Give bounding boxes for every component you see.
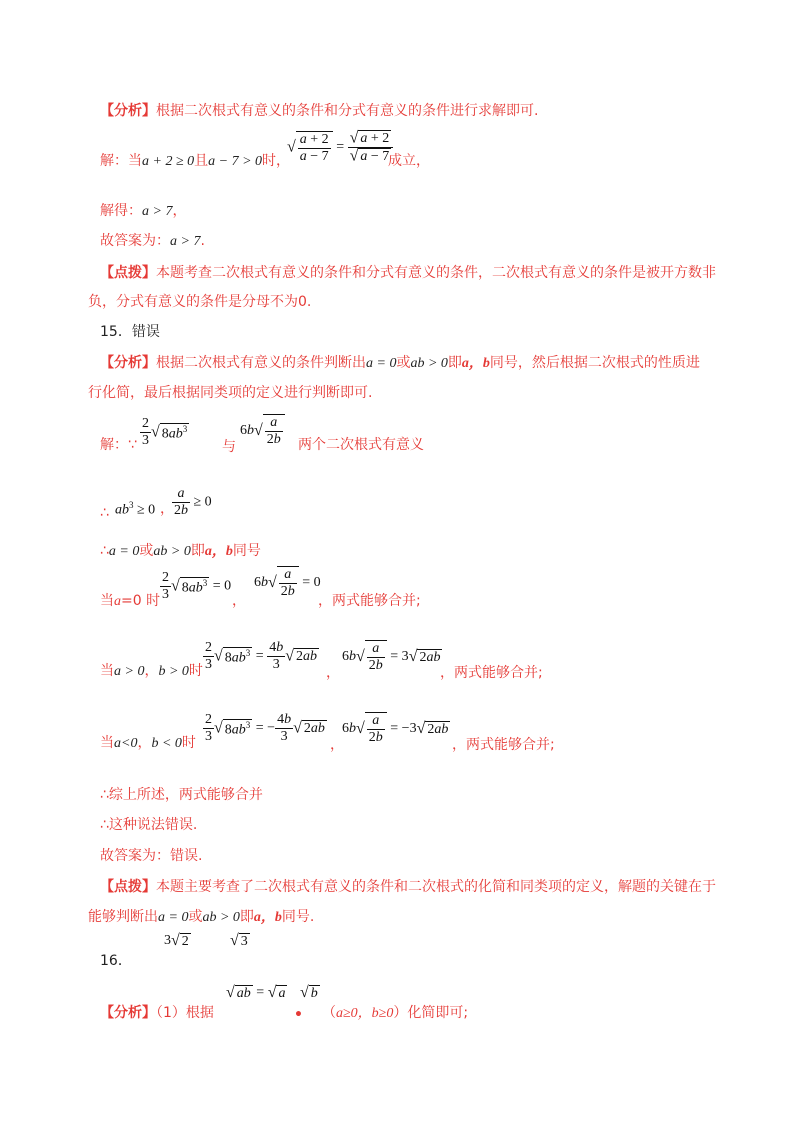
answer-16-2: √ 3 <box>230 932 248 949</box>
question-16-label: 16． <box>100 953 132 969</box>
expr-case2-eq1: $\frac{2}{3}$ √ $8ab^3$ = $\frac{4b}{3}$ √ 2ab <box>205 640 317 672</box>
solution-15-line-1 <box>100 434 137 456</box>
expr-6b-sqrt-a-2b: 6b√ $\frac{a}{2b}$ <box>240 414 285 448</box>
answer-line-15 <box>100 845 202 867</box>
expr-b-gt-0: b > 0 <box>158 664 189 679</box>
comma-wrap-3 <box>326 662 340 684</box>
holds-text <box>388 150 430 172</box>
comma: ， <box>160 501 174 517</box>
comma: ， <box>137 735 152 751</box>
expr-a-2b-ge-0: $\frac{a}{2b}$ ≥ 0 <box>174 486 212 518</box>
expr-a-eq-0: a = 0 <box>366 356 397 371</box>
tip-text: 本题主要考查了二次根式有意义的条件和二次根式的化简和同类项的定义，解题的关键在于 <box>156 879 716 895</box>
expr-case3-eq2: 6b√ $\frac{a}{2b}$ = −3√ 2ab <box>342 713 449 745</box>
meaningful-words: 两个二次根式有意义 <box>298 437 424 453</box>
analysis-text-cont: 同号，然后根据二次根式的性质进 <box>489 355 700 371</box>
radical-equation: √ $\frac{a + 2}{a - 7}$ = $\frac{√ a + 2}{√ a - 7}$ <box>287 130 393 165</box>
with-word-wrap <box>222 436 236 458</box>
solved-line <box>100 200 186 223</box>
tip-line-2 <box>88 291 311 313</box>
comma: ， <box>232 593 246 609</box>
answer-line-14 <box>100 230 205 253</box>
sqrt-b-expr: √ b <box>300 984 318 1001</box>
comma: ， <box>144 663 159 679</box>
expr-case1-eq2: 6b√ $\frac{a}{2b}$ = 0 <box>254 567 321 599</box>
product-rule-expr: √ ab = √ a <box>226 984 286 1001</box>
answer-16-1: 3√ 2 <box>164 932 189 949</box>
therefore-symbol: ∴ <box>100 543 109 559</box>
analysis-line-1 <box>100 100 538 122</box>
tip-line-1 <box>100 262 716 284</box>
can-merge: ，两式能够合并; <box>318 593 421 609</box>
comma: ， <box>172 203 187 219</box>
analysis-tag: 【分析】 <box>100 355 156 371</box>
paren-open: （ <box>322 1005 336 1021</box>
expr-case2-eq2: 6b√ $\frac{a}{2b}$ = 3√ 2ab <box>342 641 441 673</box>
solution-prefix: 解：当 <box>100 153 142 169</box>
simplify-text: ）化简即可; <box>393 1005 469 1021</box>
analysis-text-cont2: 行化简，最后根据同类项的定义进行判断即可. <box>88 385 373 401</box>
according-to: （1）根据 <box>156 1005 214 1021</box>
or-word: 或 <box>396 355 411 371</box>
time-word: 时 <box>188 663 203 679</box>
analysis-text: 根据二次根式有意义的条件判断出 <box>156 355 366 371</box>
analysis-tag: 【分析】 <box>100 103 156 119</box>
holds-word: 成立， <box>388 153 430 169</box>
expr-a-gt-0: a > 0 <box>114 664 145 679</box>
eq-zero-when: =0 时 <box>121 593 161 609</box>
var-a-b: a，b <box>204 544 233 559</box>
expr-case1-eq1: $\frac{2}{3}$ √ $8ab^3 = 0$ <box>162 570 232 602</box>
time-word: 时 <box>181 735 196 751</box>
expr-2-3-sqrt-8ab3: $\frac{2}{3}$ √ $8ab^3$ <box>142 416 188 448</box>
dot-wrap <box>294 1004 303 1026</box>
that-is-word: 即 <box>239 909 254 925</box>
analysis-15-line-2 <box>88 382 372 404</box>
tip-tag: 【点拨】 <box>100 879 156 895</box>
var-a: a <box>114 594 121 609</box>
condition-2: a − 7 > 0 <box>208 154 263 169</box>
and-word: 且 <box>194 153 209 169</box>
therefore-line-2 <box>100 540 261 563</box>
expr-ab-gt-0: ab > 0 <box>153 544 191 559</box>
therefore-line-1 <box>100 502 109 524</box>
analysis-15-line-1 <box>100 352 700 375</box>
multiply-dot: • <box>294 1007 303 1023</box>
analysis-text: 根据二次根式有意义的条件和分式有意义的条件进行求解即可. <box>156 103 539 119</box>
or-word: 或 <box>139 543 154 559</box>
when-word: 当 <box>100 663 114 679</box>
because-prefix: 解：∵ <box>100 437 137 453</box>
tip-text: 本题考查二次根式有意义的条件和分式有意义的条件，二次根式有意义的条件是被开方数非 <box>156 265 716 281</box>
var-a-b: a，b <box>461 356 490 371</box>
expr-a-eq-0: a = 0 <box>158 910 189 925</box>
same-sign-word: 同号 <box>232 543 261 559</box>
condition-16 <box>322 1002 468 1025</box>
analysis-16-line <box>100 1002 214 1024</box>
expr-ab3-ge-0: $ab^3 \ge 0$ <box>115 500 156 518</box>
merge-text-2 <box>440 662 543 684</box>
conclusion-text-1: ∴综上所述，两式能够合并 <box>100 787 263 803</box>
expr-ab-gt-0: ab > 0 <box>202 910 240 925</box>
meaningful-text <box>298 434 424 456</box>
therefore-symbol: ∴ <box>100 505 109 521</box>
comma: ， <box>326 665 340 681</box>
or-word: 或 <box>188 909 203 925</box>
merge-text-3 <box>452 734 555 756</box>
when-word: 当 <box>100 735 114 751</box>
expr-a-eq-0: a = 0 <box>108 544 140 559</box>
tip-tag: 【点拨】 <box>100 265 156 281</box>
same-sign-word: 同号. <box>281 909 315 925</box>
when-word: 时， <box>262 153 291 169</box>
solved-prefix: 解得： <box>100 203 142 219</box>
analysis-tag: 【分析】 <box>100 1005 156 1021</box>
nonneg-condition: a≥0，b≥0 <box>336 1006 394 1021</box>
expr-ab-gt-0: ab > 0 <box>410 356 448 371</box>
expr-case3-eq1: $\frac{2}{3}$ √ $8ab^3$ = − $\frac{4b}{3}$ √ 2ab <box>205 712 325 744</box>
tip-15-line-2 <box>88 906 314 929</box>
question-16-heading <box>100 950 132 972</box>
that-is-word: 即 <box>190 543 205 559</box>
conclusion-2 <box>100 814 197 836</box>
tip-text-cont: 能够判断出 <box>88 909 158 925</box>
with-word: 与 <box>222 439 236 455</box>
can-merge: ，两式能够合并; <box>440 665 543 681</box>
question-15-heading <box>100 321 160 343</box>
case-positive <box>100 660 203 683</box>
period: . <box>200 233 205 249</box>
solution-line-1 <box>100 150 290 173</box>
conclusion-text-2: ∴这种说法错误. <box>100 817 198 833</box>
comma: ， <box>330 737 344 753</box>
question-15-label: 15．错误 <box>100 324 160 340</box>
condition-1: a + 2 ≥ 0 <box>142 154 195 169</box>
tip-text-cont: 负，分式有意义的条件是分母不为0. <box>88 294 312 310</box>
case-a-zero <box>100 590 160 613</box>
merge-text-1 <box>318 590 421 612</box>
answer-text-15: 故答案为：错误. <box>100 848 203 864</box>
expr-a-lt-0: a<0 <box>114 736 138 751</box>
comma-wrap-2 <box>232 590 246 612</box>
can-merge: ，两式能够合并; <box>452 737 555 753</box>
expr-b-lt-0: b < 0 <box>151 736 182 751</box>
that-is-word: 即 <box>447 355 462 371</box>
case-negative <box>100 732 196 755</box>
conclusion-1 <box>100 784 263 806</box>
answer-expr: a > 7 <box>170 234 201 249</box>
answer-prefix: 故答案为： <box>100 233 170 249</box>
when-word: 当 <box>100 593 114 609</box>
var-a-b: a，b <box>253 910 282 925</box>
tip-15-line-1 <box>100 876 716 898</box>
solved-expr: a > 7 <box>142 204 173 219</box>
